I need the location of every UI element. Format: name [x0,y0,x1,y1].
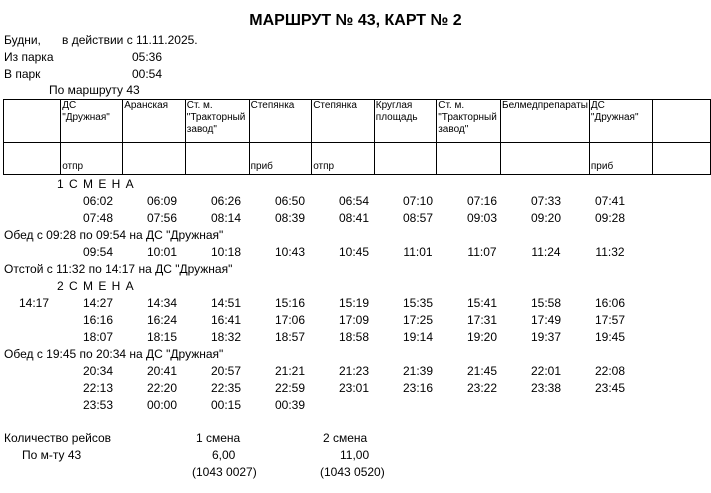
stop-name [652,100,710,143]
departure-time: 20:34 [82,364,114,378]
departure-time: 10:01 [146,245,178,259]
departure-time: 15:35 [402,296,434,310]
departure-time: 10:43 [274,245,306,259]
departure-time: 21:21 [274,364,306,378]
stop-name: Ст. м. "Тракторный завод" [437,100,501,143]
departure-time: 19:14 [402,330,434,344]
departure-time: 19:37 [530,330,562,344]
stop-name [4,100,61,143]
departure-time: 14:27 [82,296,114,310]
departure-time: 17:31 [466,313,498,327]
departure-time: 07:56 [146,211,178,225]
route-label: По маршруту 43 [49,83,140,97]
stop-name: Белмедпрепараты [501,100,590,143]
depot-in-label: В парк [4,67,41,81]
departure-time: 15:41 [466,296,498,310]
departure-time: 17:57 [594,313,626,327]
depot-out-time: 05:36 [132,50,163,64]
stop-mode: приб [589,143,652,175]
departure-time: 15:58 [530,296,562,310]
summary-shift-1-label: 1 смена [196,431,241,445]
departure-time: 18:57 [274,330,306,344]
summary-shift-1-code: (1043 0027) [192,465,257,479]
departure-time: 19:20 [466,330,498,344]
departure-time: 23:22 [466,381,498,395]
departure-time: 18:32 [210,330,242,344]
page-title: МАРШРУТ № 43, КАРТ № 2 [249,12,462,29]
stop-name: Аранская [123,100,186,143]
departure-time: 09:28 [594,211,626,225]
summary-route-label: По м-ту 43 [22,448,82,462]
departure-time: 20:41 [146,364,178,378]
stop-name: Степянка [312,100,375,143]
stop-mode [4,143,61,175]
stop-name: ДС "Дружная" [61,100,123,143]
departure-time: 07:41 [594,194,626,208]
departure-time: 23:53 [82,398,114,412]
departure-time: 21:23 [338,364,370,378]
departure-time: 07:16 [466,194,498,208]
days-label: Будни, [4,33,41,47]
departure-time: 23:01 [338,381,370,395]
departure-time: 22:13 [82,381,114,395]
departure-time: 16:24 [146,313,178,327]
departure-time: 09:03 [466,211,498,225]
departure-time: 16:41 [210,313,242,327]
stop-mode: приб [249,143,312,175]
stop-name: Ст. м. "Тракторный завод" [185,100,249,143]
departure-time: 11:01 [403,245,433,259]
departure-time: 06:50 [274,194,306,208]
shift-1-label: 1 С М Е Н А [57,177,135,191]
departure-time: 22:20 [146,381,178,395]
departure-time: 22:35 [210,381,242,395]
departure-time: 11:24 [531,245,561,259]
departure-time: 18:07 [82,330,114,344]
departure-time: 17:25 [402,313,434,327]
departure-time: 06:09 [146,194,178,208]
departure-time: 19:45 [594,330,626,344]
summary-shift-2-label: 2 смена [323,431,368,445]
stop-name: Круглая площадь [374,100,436,143]
valid-from: в действии с 11.11.2025. [62,33,198,47]
departure-time: 15:16 [274,296,306,310]
stop-mode [374,143,436,175]
departure-time: 09:20 [530,211,562,225]
departure-time: 20:57 [210,364,242,378]
departure-time: 23:45 [594,381,626,395]
departure-time: 06:02 [82,194,114,208]
stop-mode [123,143,186,175]
stop-mode [437,143,501,175]
departure-time: 11:32 [595,245,625,259]
departure-time: 14:34 [146,296,178,310]
lunch-break-note: Обед с 09:28 по 09:54 на ДС "Дружная" [4,228,224,242]
shift-2-label: 2 С М Е Н А [57,279,135,293]
departure-time: 17:49 [530,313,562,327]
departure-time: 14:51 [210,296,242,310]
stop-name: ДС "Дружная" [589,100,652,143]
departure-time: 21:45 [466,364,498,378]
lunch-break-note: Обед с 19:45 по 20:34 на ДС "Дружная" [4,347,224,361]
departure-time: 16:16 [82,313,114,327]
summary-shift-2-value: 11,00 [340,448,370,462]
layover-note: Отстой с 11:32 по 14:17 на ДС "Дружная" [4,262,233,276]
departure-time: 07:48 [82,211,114,225]
departure-time: 23:38 [530,381,562,395]
departure-time: 09:54 [82,245,114,259]
departure-time: 18:58 [338,330,370,344]
summary-label: Количество рейсов [4,431,112,445]
stop-name: Степянка [249,100,312,143]
stop-mode [501,143,590,175]
departure-time: 15:19 [338,296,370,310]
departure-time: 00:00 [146,398,178,412]
departure-time: 06:54 [338,194,370,208]
departure-time: 10:45 [338,245,370,259]
departure-time: 22:01 [530,364,562,378]
departure-time: 07:10 [402,194,434,208]
departure-time: 17:09 [338,313,370,327]
departure-time: 22:59 [274,381,306,395]
departure-time: 00:15 [210,398,242,412]
departure-time: 17:06 [274,313,306,327]
departure-time: 10:18 [210,245,242,259]
departure-time: 00:39 [274,398,306,412]
stop-mode: отпр [312,143,375,175]
departure-time: 08:39 [274,211,306,225]
departure-time: 11:07 [467,245,497,259]
departure-time: 08:41 [338,211,370,225]
departure-time: 18:15 [146,330,178,344]
stops-header-table [3,99,711,175]
departure-time: 16:06 [594,296,626,310]
depot-in-time: 00:54 [132,67,163,81]
departure-time: 22:08 [594,364,626,378]
stop-mode: отпр [61,143,123,175]
departure-time: 06:26 [210,194,242,208]
departure-time: 08:14 [210,211,242,225]
departure-time: 07:33 [530,194,562,208]
stop-mode [652,143,710,175]
shift-2-start-time: 14:17 [18,296,50,310]
depot-out-label: Из парка [4,50,54,64]
departure-time: 23:16 [402,381,434,395]
stop-mode [185,143,249,175]
summary-shift-2-code: (1043 0520) [320,465,385,479]
departure-time: 08:57 [402,211,434,225]
summary-shift-1-value: 6,00 [212,448,236,462]
departure-time: 21:39 [402,364,434,378]
